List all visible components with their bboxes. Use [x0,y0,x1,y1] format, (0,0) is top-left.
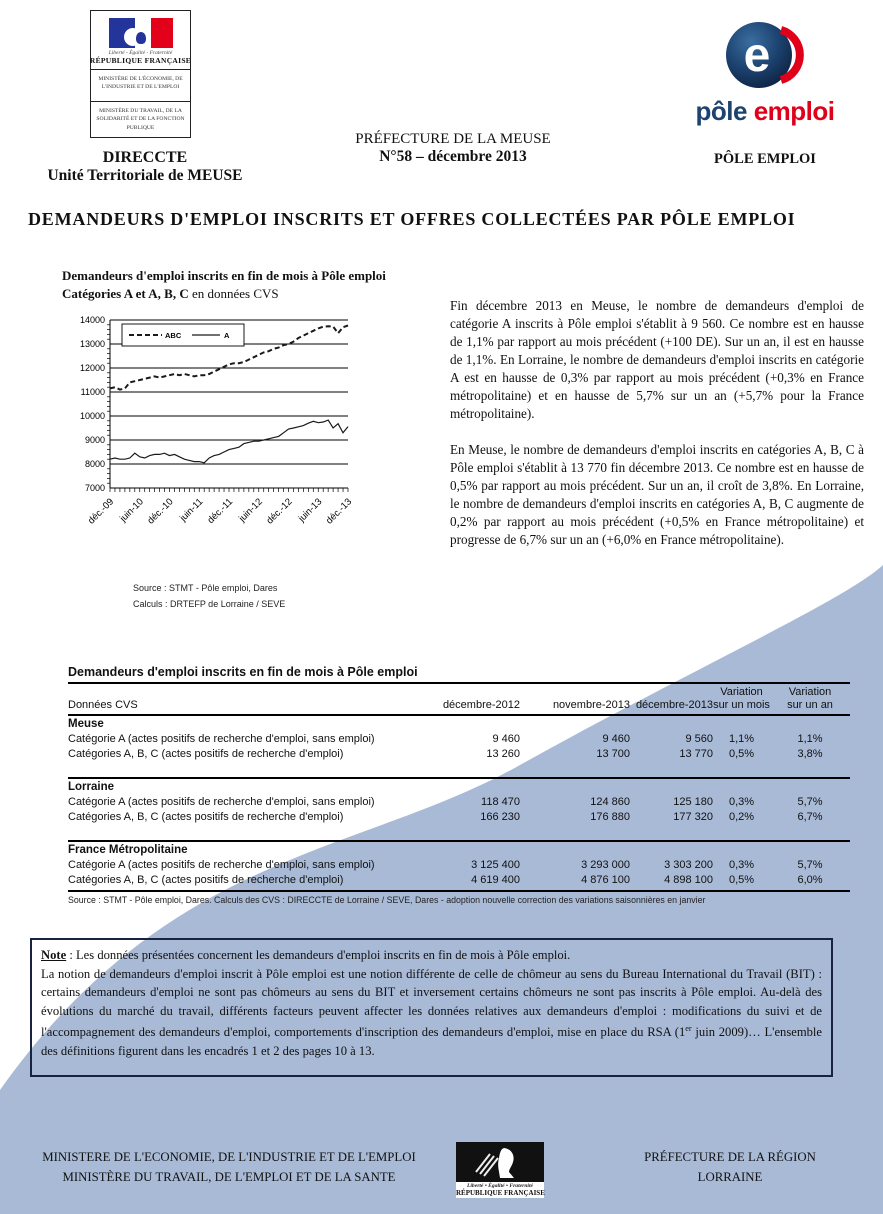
table-inner [68,682,850,892]
table-section-name: Meuse [68,718,104,731]
svg-text:juin-12: juin-12 [236,496,265,525]
bulletin-number: N°58 – décembre 2013 [379,148,527,165]
gov-ministry-1: MINISTÈRE DE L'ÉCONOMIE, DE L'INDUSTRIE ET DE L'EMPLOI [98,76,183,91]
table-body [68,716,850,892]
table-row [68,872,850,887]
note-line1: Note : Les données présentées concernent les demandeurs d'emploi inscrits en fin de mois à Pôle emploi. [41,948,571,962]
pole-emploi-globe-icon [715,18,815,96]
pole-word: pôle [695,96,747,126]
svg-text:juin-13: juin-13 [296,496,325,525]
footer-prefecture [600,1148,860,1188]
svg-text:déc.-13: déc.-13 [323,496,355,527]
chart-title-line1: Demandeurs d'emploi inscrits en fin de mois à Pôle emploi [62,268,386,283]
prefecture-heading [288,131,618,166]
marianne-black-icon [456,1142,544,1182]
paragraph-category-a: Fin décembre 2013 en Meuse, le nombre de demandeurs d'emploi de catégorie A inscrits à Pôle emploi s'établit à 9 560. Ce nombre est en hausse de 1,1% par rapport au mois précédent (+100 DE). Sur un an, il est en hausse de 1,1%. En Lorraine, le nombre de demandeurs d'emploi inscrits en catégorie A est en hausse de 0,3% par rapport au mois précédent (+0,3% en France métropolitaine) et en hausse de 5,7% sur un an (+5,7% pour la France métropolitaine). [450,298,864,421]
row-value: 9 460 [492,732,520,745]
direccte-heading [20,149,270,185]
svg-text:13000: 13000 [79,339,105,349]
row-variation: 0,3% [728,795,755,808]
row-value: 166 230 [480,810,520,823]
chart-title [62,267,452,302]
chart-source-line1: Source : STMT - Pôle emploi, Dares [133,583,278,593]
footer-ministry-line2: MINISTÈRE DU TRAVAIL, DE L'EMPLOI ET DE LA SANTE [62,1169,396,1184]
svg-text:8000: 8000 [84,459,105,469]
svg-text:11000: 11000 [80,387,105,397]
svg-text:déc.-11: déc.-11 [205,496,236,527]
svg-text:déc.-12: déc.-12 [264,496,295,527]
row-variation: 6,7% [797,810,823,823]
col-header-variation-year: Variation sur un an [787,686,833,711]
row-label: Catégorie A (actes positifs de recherche d'emploi, sans emploi) [68,858,375,871]
table-title: Demandeurs d'emploi inscrits en fin de mois à Pôle emploi [68,665,418,679]
footer-logo-text [456,1182,544,1198]
row-variation: 0,5% [728,873,755,886]
row-label: Catégorie A (actes positifs de recherche d'emploi, sans emploi) [68,795,375,808]
footer-marianne-logo [455,1142,545,1198]
col-header-nov-2013: novembre-2013 [552,699,630,712]
row-value: 177 320 [673,810,713,823]
table-row [68,746,850,761]
table-section-name: Lorraine [68,781,115,794]
pole-emploi-heading: PÔLE EMPLOI [714,151,816,167]
table-row [68,809,850,824]
marianne-logo [90,10,191,138]
analysis-text [450,297,864,567]
table-row [68,731,850,746]
row-label: Catégories A, B, C (actes positifs de recherche d'emploi) [68,747,344,760]
footer-logo-republic: RÉPUBLIQUE FRANÇAISE [456,1189,545,1197]
row-label: Catégories A, B, C (actes positifs de recherche d'emploi) [68,810,344,823]
svg-text:juin-10: juin-10 [117,496,146,525]
note-box [30,938,833,1077]
chart-title-line2-rest: en données CVS [188,285,279,301]
table-section [68,716,850,761]
row-label: Catégorie A (actes positifs de recherche d'emploi, sans emploi) [68,732,375,745]
svg-text:14000: 14000 [79,315,105,325]
row-value: 13 700 [596,747,630,760]
footer-ministries [14,1148,444,1188]
svg-text:A: A [224,331,230,340]
row-variation: 6,0% [797,873,823,886]
note-label: Note [41,948,67,962]
gov-ministry-2: MINISTÈRE DU TRAVAIL, DE LA SOLIDARITÉ ET DE LA FONCTION PUBLIQUE [96,107,185,131]
svg-text:10000: 10000 [79,411,105,421]
col-header-variation-month: Variation sur un mois [713,686,770,711]
row-variation: 1,1% [728,732,755,745]
chart-title-line2-bold: Catégories A et A, B, C [62,285,189,301]
pole-emploi-logo [690,18,840,127]
footer-logo-motto: Liberté • Égalité • Fraternité [466,1183,534,1189]
footer-prefecture-line1: PRÉFECTURE DE LA RÉGION [644,1150,816,1164]
col-header-donnees-cvs: Données CVS [68,699,138,712]
line-chart [60,312,360,552]
direccte-line2: Unité Territoriale de MEUSE [47,167,243,184]
row-value: 3 303 200 [664,858,713,871]
row-variation: 5,7% [797,858,823,871]
row-variation: 3,8% [797,747,823,760]
row-value: 13 260 [486,747,520,760]
svg-text:déc.-10: déc.-10 [145,496,176,527]
svg-text:12000: 12000 [79,363,105,373]
table-row [68,857,850,872]
row-variation: 5,7% [797,795,823,808]
table-source: Source : STMT - Pôle emploi, Dares. Calculs des CVS : DIRECCTE de Lorraine / SEVE, Dares - adoption nouvelle correction des variations saisonnières en janvier [68,895,706,906]
table-section [68,777,850,824]
table-header-row [68,684,850,716]
row-variation: 0,2% [728,810,755,823]
prefecture-line1: PRÉFECTURE DE LA MEUSE [355,131,551,147]
svg-text:juin-11: juin-11 [177,496,206,524]
row-value: 125 180 [673,795,713,808]
gov-republic: RÉPUBLIQUE FRANÇAISE [89,56,192,66]
svg-text:7000: 7000 [84,483,105,493]
svg-text:e: e [743,29,771,82]
page-title: DEMANDEURS D'EMPLOI INSCRITS ET OFFRES COLLECTÉES PAR PÔLE EMPLOI [28,209,796,229]
chart-source-line2: Calculs : DRTEFP de Lorraine / SEVE [133,599,286,610]
french-flag-icon [109,18,173,48]
col-header-dec-2013: décembre-2013 [635,699,713,712]
svg-text:déc.-09: déc.-09 [85,496,117,527]
table-section [68,840,850,887]
note-body: La notion de demandeurs d'emploi inscrit à Pôle emploi est une notion différente de celle de chômeur au sens du Bureau International du Travail (BIT) : certains demandeurs d'emploi ne sont pas chômeurs au sens du BIT et inversement certains chômeurs ne sont pas inscrits à Pôle emploi. Au-delà des évolutions du marché du travail, différents facteurs peuvent affecter les données relatives aux demandeurs d'emploi : modifications du suivi et de l'accompagnement des demandeurs d'emploi, comportements d'inscription des demandeurs d'emploi, mise en place du RSA (1er juin 2009)… L'ensemble des définitions figurent dans les encadrés 1 et 2 des pages 10 à 13. [41,966,823,1059]
svg-text:ABC: ABC [165,331,182,340]
table-section-name: France Métropolitaine [68,844,188,857]
row-value: 118 470 [481,795,520,808]
row-variation: 1,1% [797,732,823,745]
gov-motto: Liberté - Égalité - Fraternité [108,50,173,57]
emploi-word: emploi [753,96,835,126]
data-table [68,665,850,905]
table-row [68,794,850,809]
row-value: 3 293 000 [581,858,630,871]
svg-text:9000: 9000 [84,435,105,445]
footer-ministry-line1: MINISTERE DE L'ECONOMIE, DE L'INDUSTRIE ET DE L'EMPLOI [42,1150,416,1164]
chart-source [133,580,393,612]
row-variation: 0,5% [728,747,755,760]
row-value: 124 860 [590,795,630,808]
row-value: 9 560 [685,732,713,745]
row-value: 3 125 400 [471,858,520,871]
row-value: 9 460 [602,732,630,745]
footer-prefecture-line2: LORRAINE [697,1169,763,1184]
row-value: 4 619 400 [471,873,520,886]
paragraph-categories-abc: En Meuse, le nombre de demandeurs d'emploi inscrits en catégories A, B, C à Pôle emploi s'établit à 13 770 fin décembre 2013. Ce nombre est en hausse de 0,5% par rapport au mois précédent. Sur un an, il croît de 3,8%. En Lorraine, le nombre de demandeurs d'emploi inscrits en catégories A, B, C augmente de 0,2% par rapport au mois précédent (+0,5% en France métropolitaine) et progresse de 6,7% sur un an (+6,0% en France métropolitaine). [450,442,864,547]
direccte-line1: DIRECCTE [102,149,188,166]
col-header-dec-2012: décembre-2012 [442,699,520,712]
row-value: 13 770 [679,747,713,760]
row-value: 4 898 100 [664,873,713,886]
row-label: Catégories A, B, C (actes positifs de recherche d'emploi) [68,873,344,886]
row-value: 4 876 100 [581,873,630,886]
pole-emploi-wordmark [696,96,835,127]
row-variation: 0,3% [728,858,755,871]
row-value: 176 880 [590,810,630,823]
